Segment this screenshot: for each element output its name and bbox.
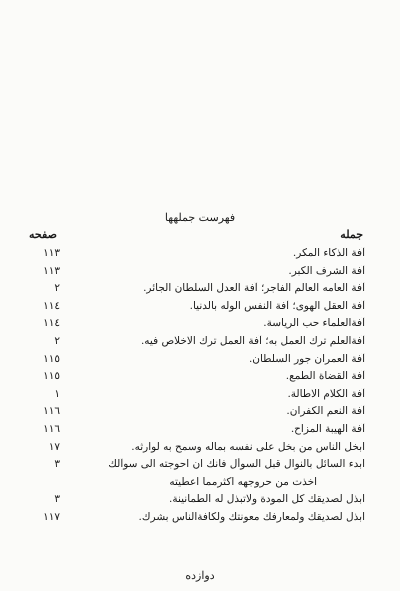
index-entry-text: آفة العامه العالم الفاجر؛ آفة العدل السلطان الجائر. xyxy=(143,282,365,295)
index-entry-page: ۱۱٥ xyxy=(43,352,60,365)
index-entry-text: آفة الذكاء المكر. xyxy=(292,247,365,259)
index-entry-page: ۳ xyxy=(54,458,60,471)
index-row xyxy=(26,493,365,511)
index-entry-page: ۳ xyxy=(54,493,60,506)
index-entry-page: ۱۱۳ xyxy=(43,247,60,259)
index-entry-text: آفة الشرف الكبر. xyxy=(288,264,365,277)
index-entry-text: آفةالعلم ترك العمل به؛ آفة العمل ترك الاخلاص فيه. xyxy=(140,334,365,347)
index-row xyxy=(26,476,365,494)
column-header-entry: جمله xyxy=(340,228,363,241)
index-row xyxy=(26,353,365,371)
index-row xyxy=(26,511,365,529)
index-entry-text: آفة النعم الكفران. xyxy=(286,405,365,418)
index-entry-text: ابخل الناس من بخل على نفسه بماله وسمح به لوارثه. xyxy=(131,440,365,453)
index-entry-text: آفة الكلام الاطالة. xyxy=(287,387,365,400)
index-entry-page: ۱۱۳ xyxy=(43,264,60,277)
index-entry-page: ۱۱۷ xyxy=(43,510,60,523)
index-entry-text: ابذل لصديقك كل المودة ولاتبذل له الطمانينة. xyxy=(169,493,365,506)
index-row xyxy=(26,265,365,283)
index-entry-text: آفةالعلماء حب الرياسة. xyxy=(263,317,365,330)
index-entry-text: ابدء السائل بالنوال قبل السوأل فانك ان احوجته الى سوآلك xyxy=(108,458,365,471)
index-row xyxy=(26,247,365,265)
index-row xyxy=(26,405,365,423)
index-entry-text: آفة الهيبة المزاح. xyxy=(290,422,365,435)
index-title: فهرست جملهها xyxy=(164,211,236,224)
index-row xyxy=(26,441,365,459)
index-row xyxy=(26,388,365,406)
index-entry-text: ابذل لصديقك ولمعارفك معونتك ولكافةالناس بشرك. xyxy=(138,510,365,523)
page-number-footer: دوازده xyxy=(185,569,215,582)
index-row xyxy=(26,423,365,441)
index-entry-page: ۱۱٤ xyxy=(43,299,60,312)
index-entry-page: ۱۷ xyxy=(48,440,60,453)
index-entry-page: ۲ xyxy=(54,334,60,347)
index-row xyxy=(26,458,365,476)
index-entry-page: ۱۱٦ xyxy=(43,405,60,418)
index-list xyxy=(26,247,365,529)
index-entry-text: آفة العقل الهوى؛ آفة النفس الوله بالدنيا. xyxy=(189,299,365,312)
index-row xyxy=(26,282,365,300)
index-entry-page: ۱ xyxy=(54,387,60,400)
index-entry-page: ۲ xyxy=(54,282,60,295)
index-entry-page: ۱۱٦ xyxy=(43,422,60,435)
index-entry-page: ۱۱٥ xyxy=(43,370,60,383)
index-row xyxy=(26,370,365,388)
index-row xyxy=(26,335,365,353)
index-row xyxy=(26,300,365,318)
index-row xyxy=(26,317,365,335)
index-entry-text: آفة العمران جور السلطان. xyxy=(248,352,365,365)
column-header-page: صفحه xyxy=(29,228,57,241)
index-entry-text: آفة القضاة الطمع. xyxy=(285,370,365,383)
index-entry-text: اخذت من حروجهه اكثرمما اعطيته xyxy=(169,475,317,488)
index-entry-page: ۱۱٤ xyxy=(43,317,60,330)
